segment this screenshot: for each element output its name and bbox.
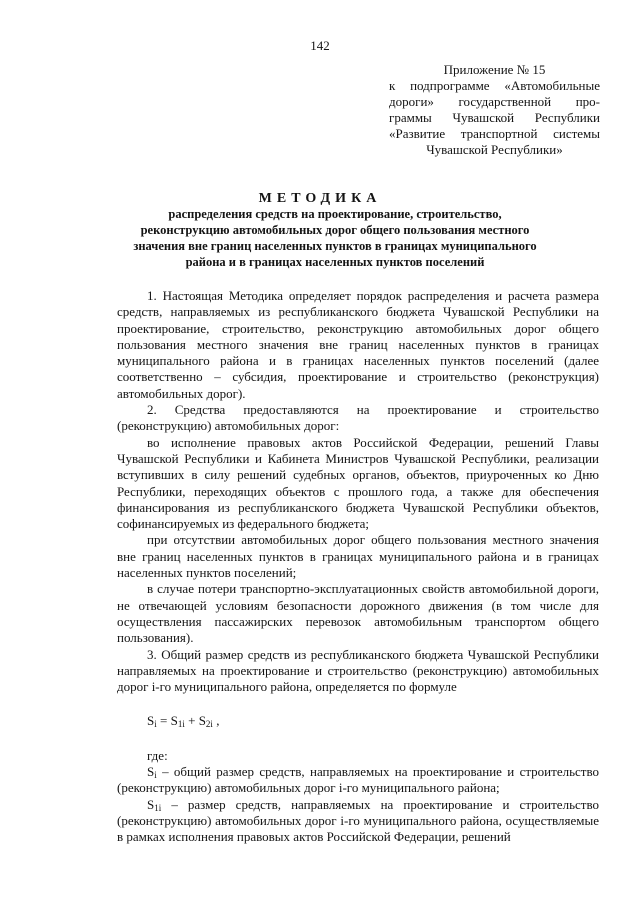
- formula-symbol: S: [147, 713, 155, 729]
- formula-subscript: 1i: [177, 719, 185, 730]
- paragraph: 2. Средства предоставляются на проектирование и строительство (реконструкцию) автомобильных дорог:: [117, 402, 599, 434]
- formula: [117, 713, 599, 729]
- document-title: МЕТОДИКА: [258, 191, 382, 206]
- page-number: 142: [310, 38, 330, 53]
- appendix-line: Приложение № 15: [443, 62, 546, 77]
- appendix-line: граммы Чувашской Республики: [389, 110, 600, 125]
- definition-symbol: S: [147, 764, 155, 780]
- appendix-line: Чувашской Республики»: [426, 142, 563, 157]
- definition: [117, 764, 599, 797]
- formula-subscript: i: [154, 719, 157, 730]
- paragraph: в случае потери транспортно-эксплуатационных свойств автомобильной дороги, не отвечающей условиям безопасности дорожного движения (в том числе для осуществления пассажирских перевозок автомобильным транспортом общего пользования).: [117, 581, 599, 646]
- appendix-line: дороги» государственной про-: [389, 94, 600, 109]
- appendix-header: [389, 62, 600, 158]
- definition: [117, 797, 599, 846]
- paragraph: при отсутствии автомобильных дорог общего пользования местного значения вне границ населенных пунктов в границах муниципального района и в границах населенных пунктов поселений;: [117, 532, 599, 581]
- document-subtitle: распределения средств на проектирование, строительство, реконструкцию автомобильных дорог общего пользования местного значения вне границ населенных пунктов в границах муниципального района и в границах населенных пунктов поселений: [133, 207, 537, 269]
- definition-symbol: S: [147, 796, 155, 812]
- definition-text: – общий размер средств, направляемых на проектирование и строительство (реконструкцию) автомобильных дорог i-го муниципального района;: [117, 764, 599, 796]
- where-label: где:: [147, 747, 168, 763]
- paragraph: во исполнение правовых актов Российской Федерации, решений Главы Чувашской Республики и Кабинета Министров Чувашской Республики, реализации вступивших в силу решений судебных органов, объектов, приуроченных ко Дню Республики, переходящих объектов с прошлого года, а также для обеспечения финансирования из республиканского бюджета Чувашской Республики объектов, софинансируемых из федерального бюджета;: [117, 434, 599, 532]
- definition-subscript: 1i: [154, 802, 162, 813]
- formula-symbol: S: [198, 713, 206, 729]
- definition-text: – размер средств, направляемых на проектирование и строительство (реконструкцию) автомобильных дорог i-го муниципального района, осуществляемые в рамках исполнения правовых актов Российской Федерации, решений: [117, 796, 599, 845]
- formula-operator: =: [156, 713, 171, 729]
- paragraph: 3. Общий размер средств из республиканского бюджета Чувашской Республики направляемых на проектирование и строительство (реконструкцию) автомобильных дорог i-го муниципального района, определяется по формуле: [117, 646, 599, 695]
- formula-symbol: S: [170, 713, 178, 729]
- formula-tail: ,: [212, 713, 220, 729]
- appendix-line: к подпрограмме «Автомобильные: [389, 78, 600, 93]
- formula-subscript: 2i: [205, 719, 213, 730]
- document-body: [117, 288, 599, 846]
- paragraph: 1. Настоящая Методика определяет порядок распределения и расчета размера средств, направляемых из республиканского бюджета Чувашской Республики на проектирование, строительство, реконструкцию автомобильных дорог общего пользования местного значения вне границ населенных пунктов в границах муниципального района и в границах населенных пунктов поселений (далее соответственно – субсидия, проектирование и строительство (реконструкция) автомобильных дорог).: [117, 288, 599, 401]
- appendix-line: «Развитие транспортной системы: [389, 126, 600, 141]
- definition-subscript: i: [154, 770, 157, 781]
- formula-operator: +: [184, 713, 199, 729]
